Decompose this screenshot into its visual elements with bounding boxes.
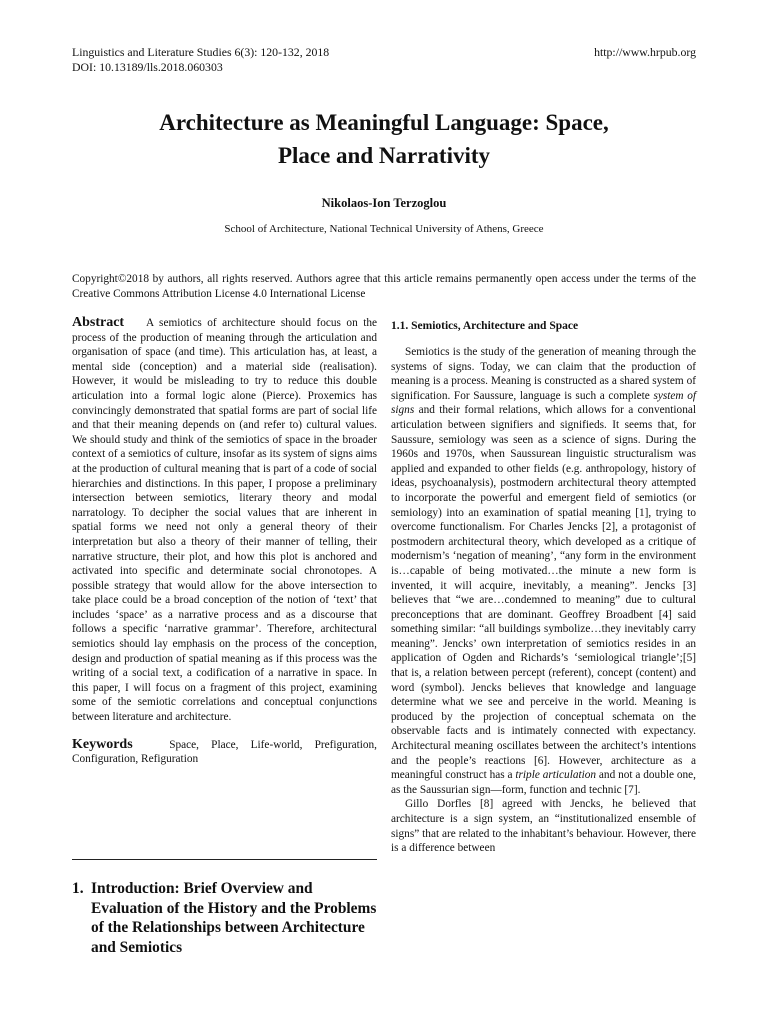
- author-name: Nikolaos-Ion Terzoglou: [321, 196, 447, 210]
- p1-italic-triple-articulation: triple articulation: [515, 769, 597, 782]
- copyright-notice: Copyright©2018 by authors, all rights reserved. Authors agree that this article remains permanently open access under the terms of the Creative Commons Attribution License 4.0 International License: [72, 273, 696, 300]
- publisher-url[interactable]: http://www.hrpub.org: [594, 45, 696, 59]
- keywords-heading: Keywords: [72, 736, 133, 752]
- p1-text-a: Semiotics is the study of the generation of meaning through the systems of signs. Today, we can claim that the production of meaning is a process. Meaning is constructed as a shared system of signification. For Saussure, language is such a complete: [391, 346, 696, 402]
- p1-text-e: and not a double one, as the Saussurian sign—form, function and technic [7].: [391, 769, 696, 796]
- p1-text-c: and their formal relations, which allows for a conventional articulation between signifiers and signifieds. It seems that, for Saussure, semiology was seen as a science of signs. During the 1960s and 1970s, when Saussurean linguistic structuralism was applied and expanded to other fields (e.g. anthropology, history of ideas, psychoanalysis), postmodern architectural theory attempted to incorporate the powerful and emergent field of semiotics (or semiology) into an examination of spatial meaning [1], trying to overcome functionalism. For Charles Jencks [2], a protagonist of postmodern architectural theory, which developed as a critique of modernism’s ‘negation of meaning’, “any form in the environment is…capable of being motivated…the minute a new form is invented, it will acquire, inevitably, a meaning”. Jencks [3] believes that “we are…condemned to meaning” due to cultural preconceptions that are dominant. Geoffrey Broadbent [4] said something similar: “all buildings symbolize…they inevitably carry meaning”. Jencks’ own interpretation of semiotics resides in an application of Ogden and Richards’s ‘semiological triangle’;[5] that is, a relation between percept (referent), concept (content) and word (symbol). Jencks believes that knowledge and language determine what we see and perceive in the world. Meaning is produced by the projection of conceptual schemata on the observable facts and is intimately connected with expectancy. Architectural meaning oscillates between the architect’s intentions and the people’s reactions [6]. However, architecture as a meaningful construct has a: [391, 404, 696, 782]
- left-column: [72, 316, 377, 767]
- p1-italic-system-of-signs: system of signs: [391, 389, 696, 417]
- keywords-text: Space, Place, Life-world, Prefiguration, Configuration, Refiguration: [72, 738, 377, 766]
- journal-citation: Linguistics and Literature Studies 6(3): 120-132, 2018: [72, 45, 330, 59]
- section-divider: [72, 859, 377, 860]
- abstract-heading: Abstract: [72, 315, 125, 330]
- intro-number: 1.: [72, 880, 84, 897]
- keywords: [72, 738, 377, 767]
- paragraph-1: [391, 345, 696, 797]
- right-column: [391, 316, 696, 856]
- paragraph-2: Gillo Dorfles [8] agreed with Jencks, he believed that architecture is a sign system, an “institutionalized ensemble of signs” that are related to the inhabitant’s behaviour. However, there is a difference between: [391, 798, 696, 855]
- author-affiliation: School of Architecture, National Technical University of Athens, Greece: [224, 223, 544, 235]
- doi[interactable]: DOI: 10.13189/lls.2018.060303: [72, 60, 223, 74]
- abstract: [72, 316, 377, 725]
- title-line-1: Architecture as Meaningful Language: Space,: [159, 110, 609, 135]
- running-header: [72, 45, 696, 75]
- abstract-text: A semiotics of architecture should focus on the process of the production of meaning through the articulation and organisation of space (and time). This articulation has, at least, a mental side (conception) and a material side (realisation). However, it would be misleading to try to reduce this double articulation into a formal logic alone (Pierce). Proxemics has convincingly demonstrated that spatial forms are part of social life and that their meaning depends on (and refer to) cultural values. We should study and think of the semiotics of space in the broader context of a semiotics of culture, insofar as its system of signs aims at the production of cultural meaning that is part of a code of social hierarchies and distinctions. In this paper, I propose a preliminary intersection between semiotics, literary theory and modal narratology. To decipher the social values that are inherent in spatial forms we need not only a general theory of their interpretation but also a theory of their manner of telling, their narrative structure, their plot, and how this plot is anchored and activated into specific and determinate social chronotopes. A possible strategy that would allow for the above intersection to take place could be a broad conception of the notion of ‘text’ that includes ‘space’ as a narrative process and as a discourse that follows a specific ‘narrative grammar’. Therefore, architectural semiotics should lay emphasis on the process of the conception, design and production of spatial meaning as if this process was the writing of a social text, a codification of a narrative in space. In this paper, I will focus on a fragment of this project, examining some of the semiotic correlations and conceptual conjunctions between literature and architecture.: [72, 317, 378, 724]
- intro-title: Introduction: Brief Overview and Evaluation of the History and the Problems of the Relationships between Architecture and Semiotics: [91, 880, 377, 956]
- subsection-heading: 1.1. Semiotics, Architecture and Space: [391, 320, 579, 332]
- intro-heading: [72, 879, 377, 957]
- article-title: [72, 106, 696, 172]
- title-line-2: Place and Narrativity: [277, 143, 491, 168]
